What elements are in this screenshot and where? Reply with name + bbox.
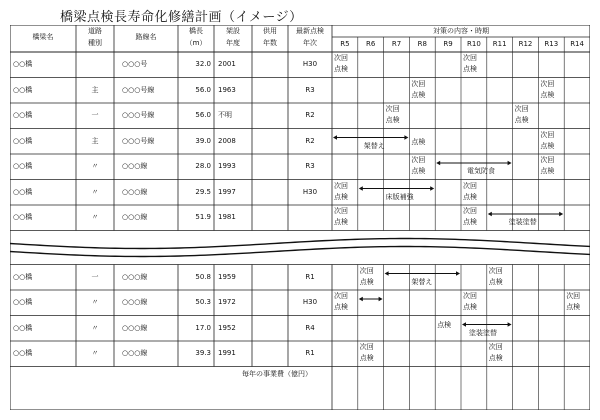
next-inspection-label: 点検	[540, 167, 555, 175]
next-inspection-label: 次回	[359, 343, 374, 351]
next-inspection-label: 点検	[514, 116, 529, 124]
bridge-name: ○○橋	[13, 85, 33, 94]
next-inspection-label: 点検	[463, 192, 477, 201]
next-inspection-label: 点検	[359, 354, 374, 362]
bridge-length: 56.0	[195, 85, 211, 94]
road-type: 主	[91, 136, 99, 145]
next-inspection-label: 点検	[334, 65, 348, 73]
year-built: 1981	[218, 213, 236, 222]
header-service-years: 年数	[263, 39, 277, 47]
last-inspection: H30	[302, 60, 318, 69]
road-type: 〃	[91, 298, 99, 307]
route-name: ○○○号線	[122, 111, 155, 120]
header-year-r10: R10	[467, 40, 481, 48]
inspection-label: 点検	[437, 320, 452, 329]
header-road-type: 道路	[88, 27, 102, 35]
header-year-r12: R12	[518, 40, 533, 48]
next-inspection-label: 次回	[540, 156, 555, 164]
deck-repair-label: 床版補強	[385, 192, 414, 201]
header-road-type: 種別	[88, 39, 102, 47]
last-inspection: H30	[302, 187, 318, 196]
bridge-name: ○○橋	[13, 162, 33, 171]
next-inspection-label: 点検	[334, 218, 348, 226]
year-built: 不明	[218, 111, 232, 120]
year-built: 1997	[218, 187, 236, 196]
next-inspection-label: 点検	[566, 303, 581, 311]
bridge-length: 56.0	[195, 111, 211, 120]
inspection-label: 点検	[411, 137, 426, 146]
last-inspection: R2	[305, 136, 315, 145]
next-inspection-label: 点検	[463, 303, 477, 311]
header-year-built: 年度	[226, 39, 240, 47]
bridge-name: ○○橋	[13, 213, 33, 222]
replacement-label: 架替え	[363, 141, 385, 150]
bridge-length: 39.3	[195, 349, 211, 358]
bridge-name: ○○橋	[13, 349, 33, 358]
next-inspection-label: 次回	[540, 130, 555, 139]
next-inspection-label: 次回	[334, 207, 348, 215]
header-year-r14: R14	[570, 40, 584, 48]
deck-repair-arrow	[359, 186, 434, 190]
next-inspection-label: 点検	[488, 277, 503, 286]
year-built: 1952	[218, 323, 236, 332]
last-inspection: R2	[305, 111, 315, 120]
next-inspection-label: 次回	[463, 207, 477, 215]
header-service-years: 供用	[263, 27, 277, 35]
next-inspection-label: 次回	[514, 105, 529, 113]
bridge-length: 50.3	[195, 298, 211, 307]
next-inspection-label: 次回	[411, 79, 426, 88]
header-year-r11: R11	[492, 40, 507, 48]
road-type: 〃	[91, 213, 99, 222]
bridge-name: ○○橋	[13, 60, 33, 69]
bridge-name: ○○橋	[13, 111, 33, 120]
route-name: ○○○線	[122, 213, 148, 222]
next-inspection-label: 点検	[385, 116, 400, 124]
next-inspection-label: 次回	[463, 181, 477, 190]
page-title: 橋梁点検長寿命化修繕計画（イメージ）	[60, 10, 303, 25]
route-name: ○○○号線	[122, 85, 155, 94]
year-built: 2001	[218, 60, 236, 69]
bridge-length: 28.0	[195, 162, 211, 171]
repaint-label: 塗装塗替	[469, 328, 497, 337]
bridge-name: ○○橋	[13, 136, 33, 145]
road-type: 主	[91, 85, 99, 94]
route-name: ○○○号	[122, 60, 148, 69]
next-inspection-label: 次回	[540, 79, 555, 88]
year-built: 1972	[218, 298, 236, 307]
header-year-r13: R13	[544, 40, 559, 48]
road-type: 一	[91, 272, 99, 281]
bridge-length: 29.5	[195, 187, 211, 196]
year-built: 2008	[218, 136, 236, 145]
bridge-length: 50.8	[195, 272, 211, 281]
road-type: 〃	[91, 349, 99, 358]
bridge-name: ○○橋	[13, 187, 33, 196]
next-inspection-label: 次回	[334, 181, 348, 190]
route-name: ○○○線	[122, 187, 148, 196]
header-year-r5: R5	[340, 40, 350, 48]
next-inspection-label: 次回	[334, 54, 348, 62]
last-inspection: R1	[305, 349, 315, 358]
replacement-label: 架替え	[411, 277, 433, 286]
next-inspection-label: 次回	[463, 292, 477, 300]
header-year-built: 架設	[226, 27, 240, 35]
route-name: ○○○線	[122, 323, 148, 332]
header-year-r8: R8	[417, 40, 427, 48]
year-built: 1991	[218, 349, 236, 358]
next-inspection-label: 点検	[540, 90, 555, 99]
replacement-arrow	[333, 135, 408, 139]
repaint-arrow	[488, 212, 563, 216]
inspection-arrow	[359, 297, 383, 301]
header-length: （m）	[185, 39, 207, 47]
next-inspection-label: 次回	[359, 266, 374, 275]
last-inspection: H30	[302, 298, 318, 307]
next-inspection-label: 点検	[411, 90, 426, 99]
repaint-label: 塗装塗替	[508, 218, 537, 226]
repair-plan-table	[10, 25, 590, 410]
header-last-inspection: 最新点検	[296, 27, 324, 35]
header-year-r7: R7	[391, 40, 402, 48]
bridge-length: 51.9	[195, 213, 211, 222]
header-year-r9: R9	[443, 40, 453, 48]
last-inspection: R1	[305, 272, 315, 281]
road-type: 〃	[91, 162, 99, 171]
bridge-length: 32.0	[195, 60, 211, 69]
header-plan: 対策の内容・時期	[433, 27, 489, 35]
road-type: 一	[91, 111, 99, 120]
year-built: 1959	[218, 272, 236, 281]
year-built: 1963	[218, 85, 236, 94]
header-route: 路線名	[135, 33, 157, 41]
route-name: ○○○線	[122, 349, 148, 358]
next-inspection-label: 点検	[359, 277, 374, 286]
next-inspection-label: 点検	[540, 141, 555, 150]
route-name: ○○○線	[122, 272, 148, 281]
next-inspection-label: 次回	[334, 292, 348, 300]
next-inspection-label: 次回	[488, 343, 503, 351]
last-inspection: R4	[305, 323, 315, 332]
next-inspection-label: 次回	[463, 54, 477, 62]
annual-cost-label: 毎年の事業費（億円）	[242, 369, 312, 378]
bridge-name: ○○橋	[13, 298, 33, 307]
bridge-name: ○○橋	[13, 323, 33, 332]
next-inspection-label: 次回	[488, 266, 503, 275]
header-length: 橋長	[189, 27, 203, 35]
road-type: 〃	[91, 187, 99, 196]
anticorrosion-label: 電気防食	[467, 167, 495, 175]
bridge-length: 17.0	[195, 323, 211, 332]
next-inspection-label: 点検	[463, 218, 477, 226]
route-name: ○○○号線	[122, 136, 155, 145]
next-inspection-label: 点検	[411, 167, 426, 175]
header-last-inspection: 年次	[303, 39, 317, 47]
bridge-length: 39.0	[195, 136, 211, 145]
next-inspection-label: 次回	[411, 156, 426, 164]
next-inspection-label: 点検	[488, 354, 503, 362]
next-inspection-label: 点検	[334, 303, 348, 311]
route-name: ○○○線	[122, 298, 148, 307]
route-name: ○○○線	[122, 162, 148, 171]
next-inspection-label: 点検	[463, 65, 477, 73]
bridge-name: ○○橋	[13, 272, 33, 281]
next-inspection-label: 点検	[334, 192, 348, 201]
replacement-arrow	[385, 271, 460, 275]
last-inspection: R3	[305, 85, 315, 94]
next-inspection-label: 次回	[385, 105, 400, 113]
road-type: 〃	[91, 323, 99, 332]
header-bridge-name: 橋梁名	[32, 33, 54, 41]
year-built: 1993	[218, 162, 236, 171]
last-inspection: R3	[305, 162, 315, 171]
anticorrosion-arrow	[436, 161, 511, 165]
header-year-r6: R6	[366, 40, 376, 48]
next-inspection-label: 次回	[566, 292, 581, 300]
